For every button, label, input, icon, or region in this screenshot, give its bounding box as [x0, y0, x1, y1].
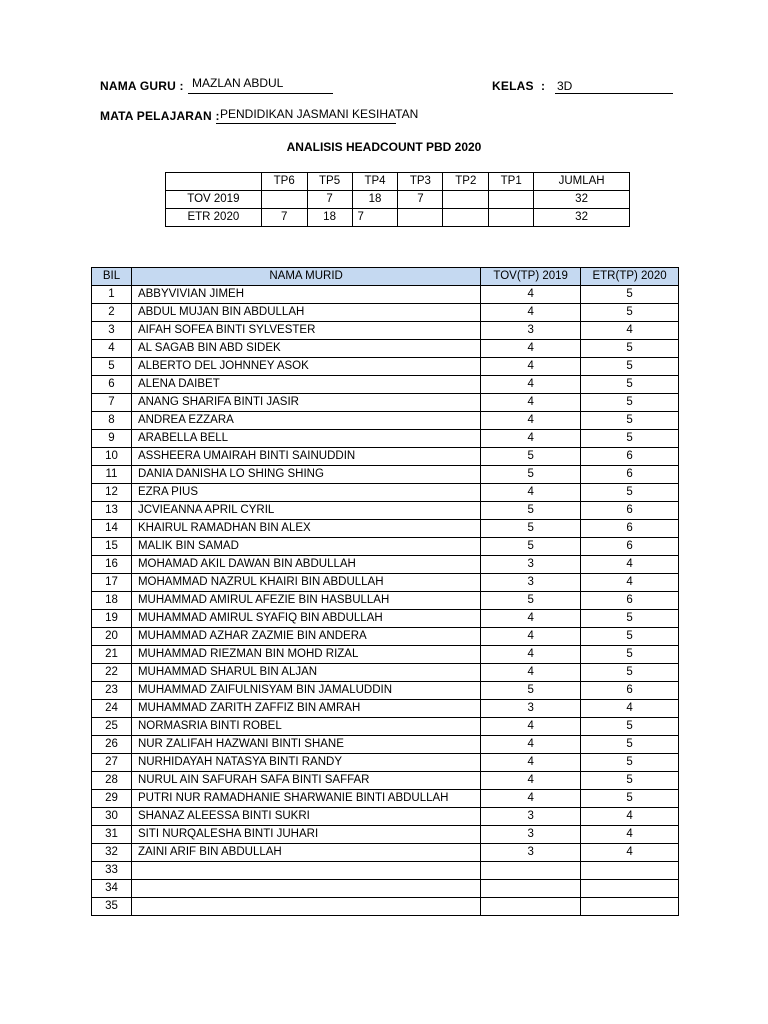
row-nama: SITI NURQALESHA BINTI JUHARI — [131, 826, 480, 844]
summary-header-tp2: TP2 — [443, 173, 489, 191]
table-row — [92, 394, 679, 412]
row-tov: 3 — [481, 556, 581, 574]
row-etr: 4 — [581, 808, 679, 826]
summary-row-label: TOV 2019 — [166, 191, 262, 209]
summary-cell-tp2 — [443, 209, 489, 227]
row-etr: 5 — [581, 628, 679, 646]
row-tov: 4 — [481, 358, 581, 376]
row-bil: 30 — [92, 808, 132, 826]
summary-header-tp1: TP1 — [489, 173, 534, 191]
row-tov: 3 — [481, 700, 581, 718]
row-tov: 4 — [481, 664, 581, 682]
row-etr: 6 — [581, 682, 679, 700]
row-bil: 2 — [92, 304, 132, 322]
table-row — [92, 682, 679, 700]
row-nama: MOHAMAD AKIL DAWAN BIN ABDULLAH — [131, 556, 480, 574]
table-row — [92, 376, 679, 394]
row-etr: 4 — [581, 322, 679, 340]
row-etr: 4 — [581, 826, 679, 844]
row-etr: 5 — [581, 610, 679, 628]
table-row — [92, 430, 679, 448]
row-tov: 5 — [481, 520, 581, 538]
row-nama — [131, 880, 480, 898]
subject-value: PENDIDIKAN JASMANI KESIHATAN — [220, 107, 419, 121]
row-bil: 6 — [92, 376, 132, 394]
row-nama: MALIK BIN SAMAD — [131, 538, 480, 556]
row-etr: 6 — [581, 520, 679, 538]
row-tov: 3 — [481, 826, 581, 844]
row-tov: 4 — [481, 718, 581, 736]
row-tov: 4 — [481, 772, 581, 790]
summary-cell-jumlah: 32 — [534, 209, 630, 227]
row-nama — [131, 898, 480, 916]
row-etr: 5 — [581, 772, 679, 790]
table-row — [92, 574, 679, 592]
row-tov: 4 — [481, 376, 581, 394]
row-etr: 6 — [581, 538, 679, 556]
row-bil: 16 — [92, 556, 132, 574]
row-etr: 4 — [581, 844, 679, 862]
row-nama: ABDUL MUJAN BIN ABDULLAH — [131, 304, 480, 322]
student-table-body — [92, 286, 679, 916]
row-bil: 21 — [92, 646, 132, 664]
summary-header-jumlah: JUMLAH — [534, 173, 630, 191]
row-tov: 5 — [481, 538, 581, 556]
row-etr: 5 — [581, 304, 679, 322]
row-tov: 4 — [481, 394, 581, 412]
summary-cell-tp4: 18 — [352, 191, 398, 209]
row-etr: 5 — [581, 358, 679, 376]
table-row — [92, 466, 679, 484]
table-row — [92, 286, 679, 304]
row-bil: 8 — [92, 412, 132, 430]
row-tov: 3 — [481, 808, 581, 826]
table-row — [92, 340, 679, 358]
summary-header-tp4: TP4 — [352, 173, 398, 191]
row-bil: 29 — [92, 790, 132, 808]
table-row — [92, 322, 679, 340]
row-nama: ASSHEERA UMAIRAH BINTI SAINUDDIN — [131, 448, 480, 466]
row-tov: 4 — [481, 484, 581, 502]
row-bil: 26 — [92, 736, 132, 754]
row-etr: 5 — [581, 376, 679, 394]
row-tov: 4 — [481, 430, 581, 448]
row-nama: ARABELLA BELL — [131, 430, 480, 448]
row-tov: 3 — [481, 574, 581, 592]
kelas-underline — [555, 93, 673, 94]
summary-header-tp6: TP6 — [261, 173, 307, 191]
row-etr — [581, 862, 679, 880]
row-bil: 15 — [92, 538, 132, 556]
table-row — [92, 718, 679, 736]
row-nama: MOHAMMAD NAZRUL KHAIRI BIN ABDULLAH — [131, 574, 480, 592]
table-row — [92, 448, 679, 466]
row-bil: 20 — [92, 628, 132, 646]
row-tov: 3 — [481, 322, 581, 340]
table-row — [92, 808, 679, 826]
row-etr: 5 — [581, 754, 679, 772]
row-bil: 28 — [92, 772, 132, 790]
table-row — [92, 592, 679, 610]
row-tov: 4 — [481, 790, 581, 808]
table-row — [92, 556, 679, 574]
table-row — [92, 700, 679, 718]
row-bil: 23 — [92, 682, 132, 700]
summary-row-label: ETR 2020 — [166, 209, 262, 227]
row-tov: 5 — [481, 682, 581, 700]
row-bil: 14 — [92, 520, 132, 538]
row-tov: 5 — [481, 448, 581, 466]
row-etr — [581, 880, 679, 898]
summary-row-etr — [166, 209, 630, 227]
page-title: ANALISIS HEADCOUNT PBD 2020 — [286, 140, 482, 154]
row-nama: DANIA DANISHA LO SHING SHING — [131, 466, 480, 484]
row-nama: NORMASRIA BINTI ROBEL — [131, 718, 480, 736]
row-bil: 19 — [92, 610, 132, 628]
row-tov: 5 — [481, 466, 581, 484]
row-tov: 4 — [481, 736, 581, 754]
summary-cell-tp4: 7 — [352, 209, 398, 227]
row-tov: 4 — [481, 628, 581, 646]
row-etr: 5 — [581, 646, 679, 664]
table-row — [92, 304, 679, 322]
header-tov-2019: TOV(TP) 2019 — [481, 268, 581, 286]
row-nama: NURUL AIN SAFURAH SAFA BINTI SAFFAR — [131, 772, 480, 790]
header-etr-2020: ETR(TP) 2020 — [581, 268, 679, 286]
row-etr: 4 — [581, 700, 679, 718]
row-etr: 5 — [581, 412, 679, 430]
subject-underline — [216, 123, 396, 124]
summary-header-tp5: TP5 — [307, 173, 352, 191]
table-row — [92, 412, 679, 430]
table-row — [92, 772, 679, 790]
row-nama: MUHAMMAD ZAIFULNISYAM BIN JAMALUDDIN — [131, 682, 480, 700]
row-bil: 31 — [92, 826, 132, 844]
table-row — [92, 628, 679, 646]
row-tov: 4 — [481, 286, 581, 304]
row-bil: 17 — [92, 574, 132, 592]
table-row — [92, 736, 679, 754]
summary-cell-jumlah: 32 — [534, 191, 630, 209]
row-nama: MUHAMMAD RIEZMAN BIN MOHD RIZAL — [131, 646, 480, 664]
row-nama: PUTRI NUR RAMADHANIE SHARWANIE BINTI ABDULLAH — [131, 790, 480, 808]
table-row — [92, 898, 679, 916]
row-tov: 4 — [481, 304, 581, 322]
row-tov: 4 — [481, 340, 581, 358]
row-etr: 5 — [581, 664, 679, 682]
row-bil: 25 — [92, 718, 132, 736]
kelas-value: 3D — [557, 79, 573, 93]
summary-cell-tp5: 7 — [307, 191, 352, 209]
row-tov — [481, 862, 581, 880]
header-nama-murid: NAMA MURID — [131, 268, 480, 286]
row-tov: 3 — [481, 844, 581, 862]
row-bil: 32 — [92, 844, 132, 862]
row-tov: 4 — [481, 754, 581, 772]
row-etr: 5 — [581, 394, 679, 412]
row-bil: 3 — [92, 322, 132, 340]
row-bil: 11 — [92, 466, 132, 484]
row-tov — [481, 880, 581, 898]
table-row — [92, 664, 679, 682]
table-row — [92, 646, 679, 664]
student-header-row — [92, 268, 679, 286]
table-row — [92, 502, 679, 520]
row-bil: 22 — [92, 664, 132, 682]
table-row — [92, 538, 679, 556]
row-bil: 9 — [92, 430, 132, 448]
row-etr: 5 — [581, 484, 679, 502]
row-etr: 6 — [581, 448, 679, 466]
kelas-label: KELAS — [492, 79, 534, 93]
row-nama: ALBERTO DEL JOHNNEY ASOK — [131, 358, 480, 376]
row-nama: JCVIEANNA APRIL CYRIL — [131, 502, 480, 520]
summary-cell-tp2 — [443, 191, 489, 209]
row-nama: AL SAGAB BIN ABD SIDEK — [131, 340, 480, 358]
summary-cell-tp3 — [398, 209, 443, 227]
row-nama: ANDREA EZZARA — [131, 412, 480, 430]
row-nama: KHAIRUL RAMADHAN BIN ALEX — [131, 520, 480, 538]
row-nama: EZRA PIUS — [131, 484, 480, 502]
row-bil: 7 — [92, 394, 132, 412]
table-row — [92, 610, 679, 628]
row-bil: 18 — [92, 592, 132, 610]
row-nama: AIFAH SOFEA BINTI SYLVESTER — [131, 322, 480, 340]
table-row — [92, 754, 679, 772]
row-nama: MUHAMMAD SHARUL BIN ALJAN — [131, 664, 480, 682]
table-row — [92, 790, 679, 808]
guru-underline — [188, 93, 333, 94]
summary-header-row — [166, 173, 630, 191]
guru-value: MAZLAN ABDUL — [192, 76, 284, 90]
row-bil: 27 — [92, 754, 132, 772]
row-etr: 4 — [581, 574, 679, 592]
row-nama — [131, 862, 480, 880]
row-tov: 4 — [481, 610, 581, 628]
summary-row-tov — [166, 191, 630, 209]
row-bil: 13 — [92, 502, 132, 520]
student-table — [91, 267, 679, 916]
row-etr: 5 — [581, 736, 679, 754]
row-tov: 5 — [481, 592, 581, 610]
row-bil: 24 — [92, 700, 132, 718]
row-etr: 5 — [581, 340, 679, 358]
summary-table — [165, 172, 630, 227]
kelas-colon: : — [541, 79, 546, 93]
row-nama: ABBYVIVIAN JIMEH — [131, 286, 480, 304]
row-nama: MUHAMMAD AMIRUL SYAFIQ BIN ABDULLAH — [131, 610, 480, 628]
row-bil: 10 — [92, 448, 132, 466]
row-bil: 4 — [92, 340, 132, 358]
row-etr: 6 — [581, 502, 679, 520]
table-row — [92, 484, 679, 502]
summary-cell-tp6: 7 — [261, 209, 307, 227]
row-etr: 5 — [581, 430, 679, 448]
summary-cell-tp5: 18 — [307, 209, 352, 227]
row-bil: 12 — [92, 484, 132, 502]
row-nama: MUHAMMAD ZARITH ZAFFIZ BIN AMRAH — [131, 700, 480, 718]
row-nama: MUHAMMAD AMIRUL AFEZIE BIN HASBULLAH — [131, 592, 480, 610]
summary-header-tp3: TP3 — [398, 173, 443, 191]
row-tov — [481, 898, 581, 916]
table-row — [92, 862, 679, 880]
row-bil: 5 — [92, 358, 132, 376]
summary-cell-tp3: 7 — [398, 191, 443, 209]
table-row — [92, 826, 679, 844]
row-nama: SHANAZ ALEESSA BINTI SUKRI — [131, 808, 480, 826]
row-etr — [581, 898, 679, 916]
row-etr: 6 — [581, 466, 679, 484]
row-nama: NURHIDAYAH NATASYA BINTI RANDY — [131, 754, 480, 772]
header-bil: BIL — [92, 268, 132, 286]
row-nama: ALENA DAIBET — [131, 376, 480, 394]
row-tov: 4 — [481, 646, 581, 664]
row-nama: NUR ZALIFAH HAZWANI BINTI SHANE — [131, 736, 480, 754]
row-bil: 1 — [92, 286, 132, 304]
summary-header-blank — [166, 173, 262, 191]
table-row — [92, 520, 679, 538]
row-etr: 5 — [581, 718, 679, 736]
row-bil: 34 — [92, 880, 132, 898]
row-nama: MUHAMMAD AZHAR ZAZMIE BIN ANDERA — [131, 628, 480, 646]
table-row — [92, 358, 679, 376]
row-tov: 4 — [481, 412, 581, 430]
row-tov: 5 — [481, 502, 581, 520]
guru-label: NAMA GURU : — [100, 79, 184, 93]
row-etr: 5 — [581, 790, 679, 808]
row-etr: 6 — [581, 592, 679, 610]
table-row — [92, 880, 679, 898]
row-nama: ANANG SHARIFA BINTI JASIR — [131, 394, 480, 412]
row-etr: 4 — [581, 556, 679, 574]
summary-cell-tp1 — [489, 191, 534, 209]
row-bil: 35 — [92, 898, 132, 916]
row-etr: 5 — [581, 286, 679, 304]
summary-cell-tp6 — [261, 191, 307, 209]
summary-cell-tp1 — [489, 209, 534, 227]
row-bil: 33 — [92, 862, 132, 880]
subject-label: MATA PELAJARAN : — [100, 109, 220, 123]
table-row — [92, 844, 679, 862]
row-nama: ZAINI ARIF BIN ABDULLAH — [131, 844, 480, 862]
